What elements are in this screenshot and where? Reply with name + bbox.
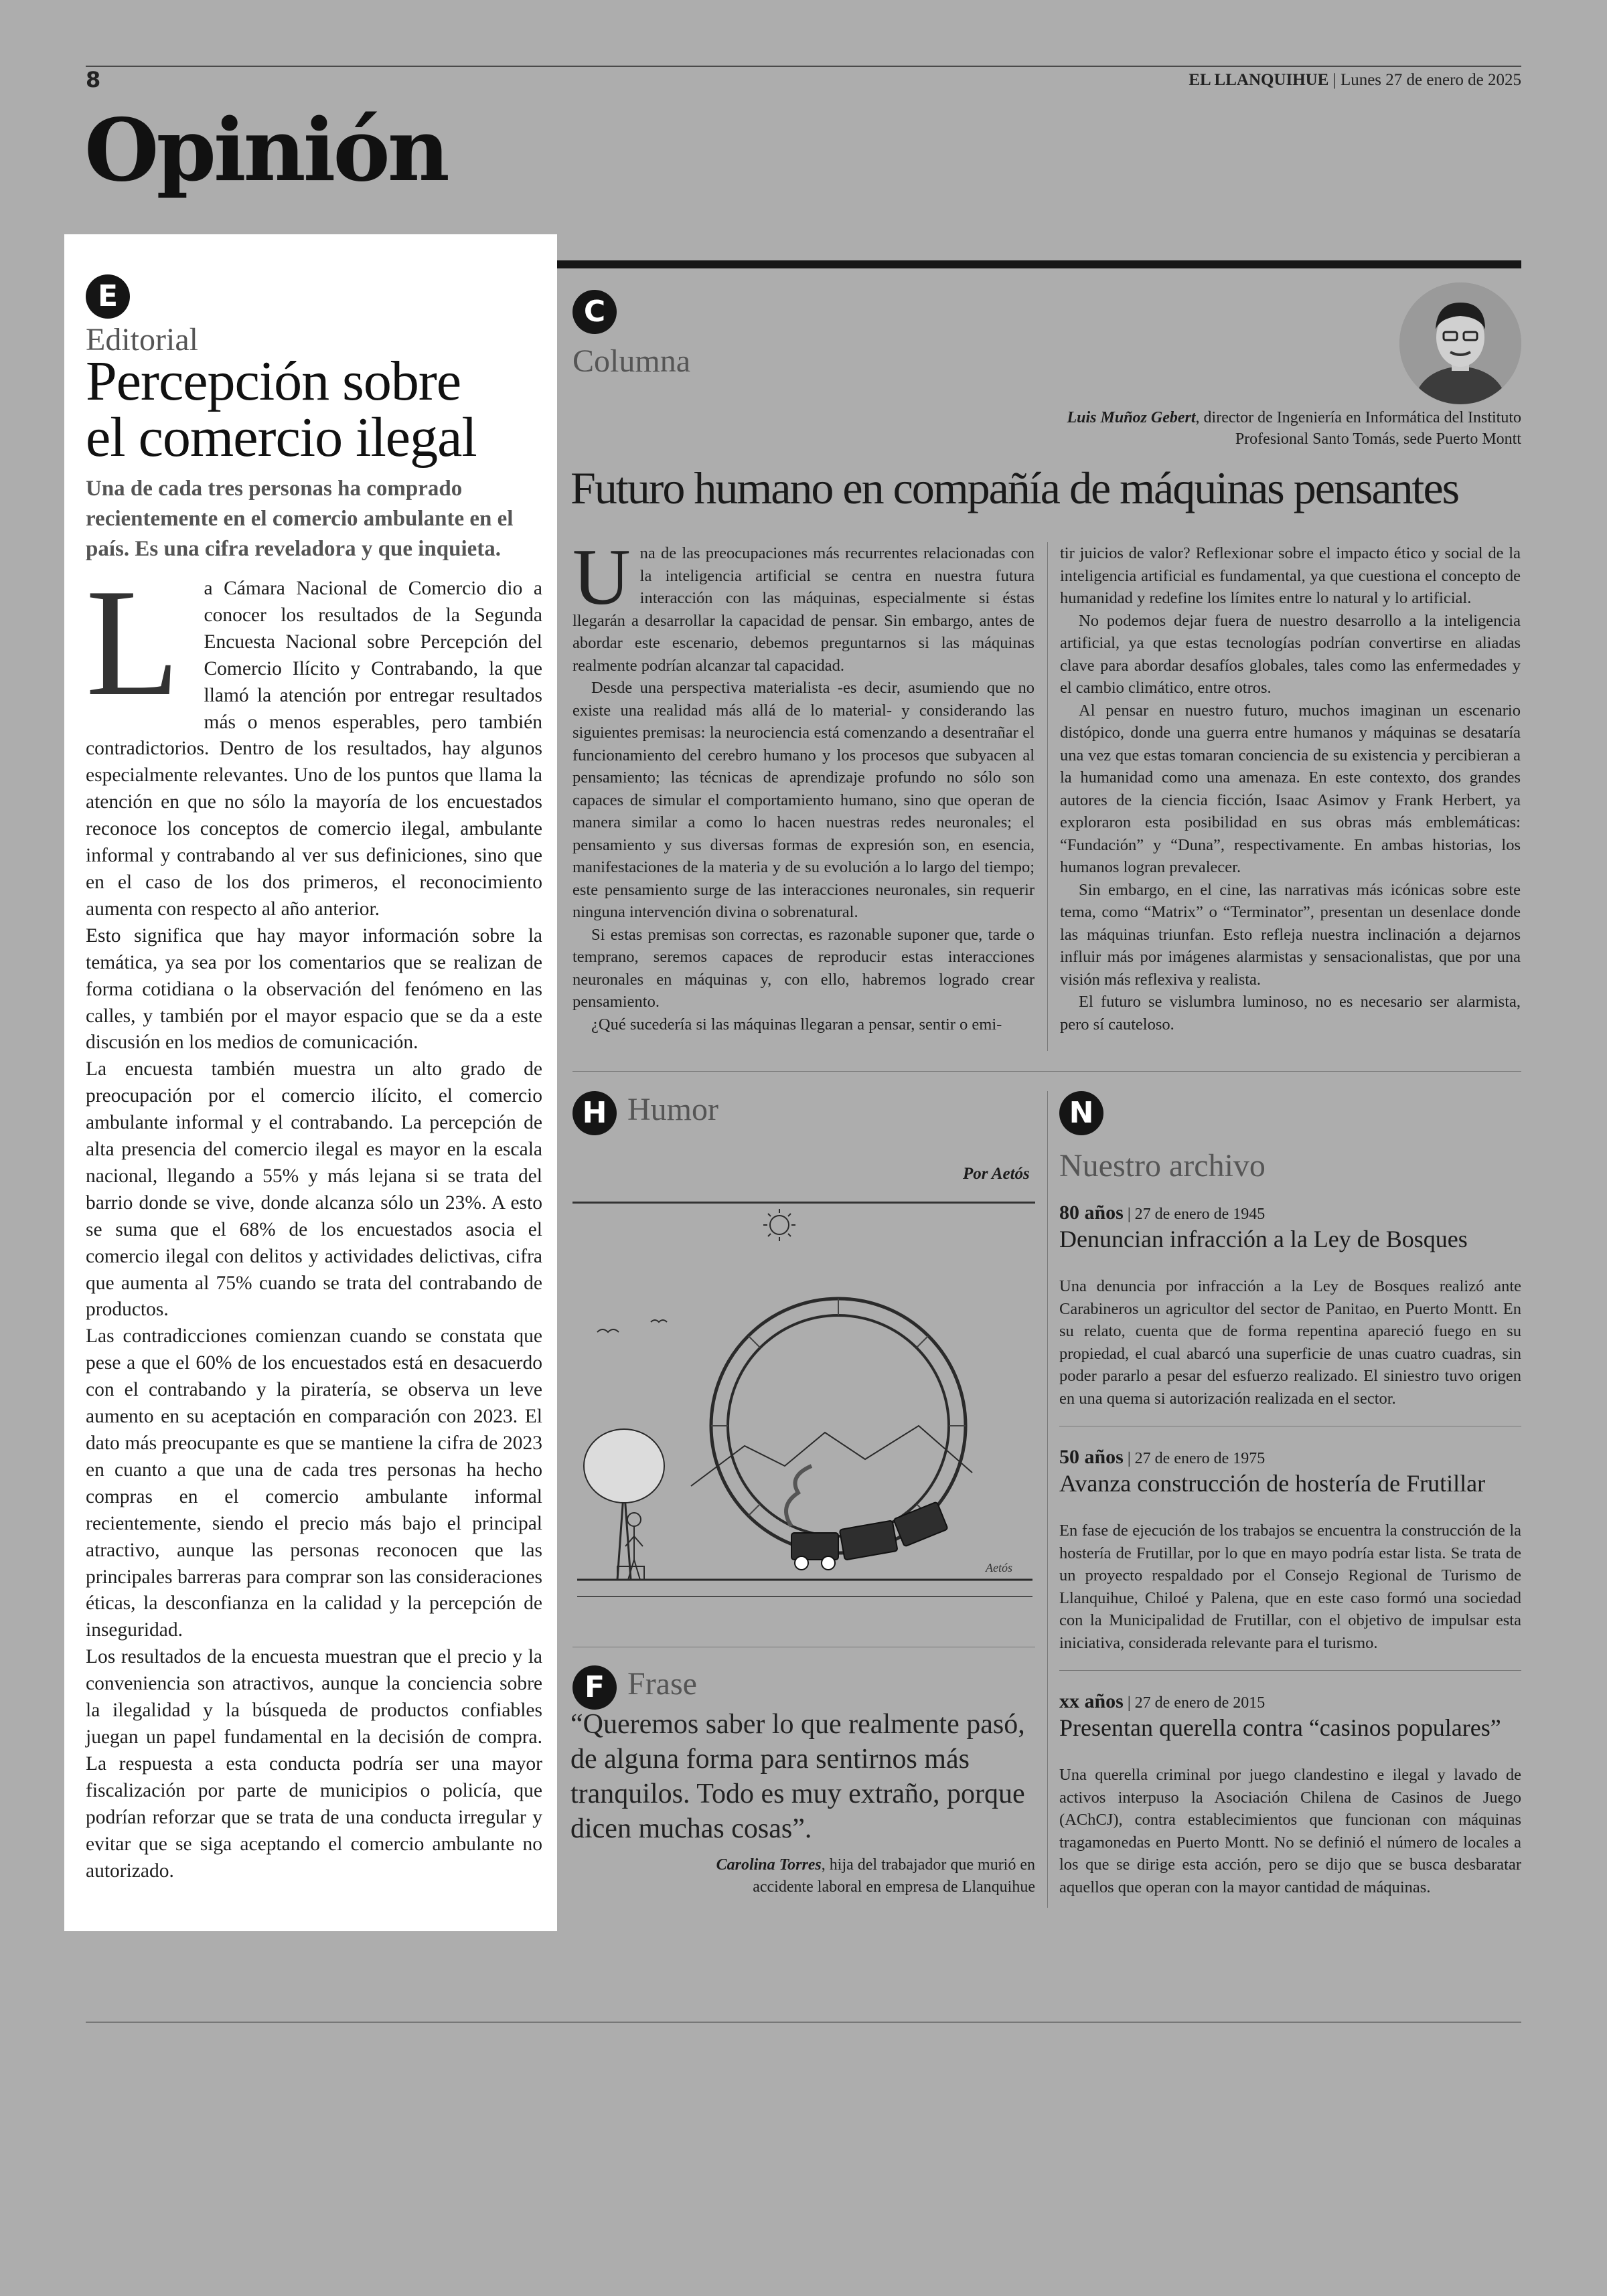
archive-item-date-text: 27 de enero de 1945 bbox=[1134, 1206, 1266, 1223]
editorial-label: Editorial bbox=[86, 322, 198, 357]
column-label: Columna bbox=[572, 343, 690, 379]
columnist-photo bbox=[1399, 282, 1521, 404]
editorial-paragraph: Los resultados de la encuesta muestran que el precio y la conveniencia son atractivos, aunque la conciencia sobre la ilegalidad y la búsqueda de productos confiables juegan un papel fundamental en la decisión de compra. La respuesta a esta conducta podría ser una mayor fiscalización por parte de municipios o policía, que podrían reforzar que se trata de una conducta irregular y evitar que se siga aceptando el comercio ambulante no autorizado. bbox=[86, 1646, 542, 1882]
editorial-headline-line2: el comercio ilegal bbox=[86, 406, 477, 469]
editorial-body bbox=[86, 557, 542, 1884]
page-number: 8 bbox=[86, 67, 101, 92]
frase-author-name: Carolina Torres bbox=[716, 1856, 822, 1874]
archive-item-date: xx años | 27 de enero de 2015 bbox=[1059, 1690, 1266, 1712]
humor-rule bbox=[572, 1202, 1035, 1204]
archive-badge: N bbox=[1059, 1091, 1103, 1135]
column-paragraph: Si estas premisas son correctas, es razonable suponer que, tarde o temprano, seremos capaces de reproducir estas interacciones neuronales en máquinas y, con ello, habremos logrado crear pensamiento. bbox=[572, 925, 1035, 1011]
humor-badge: H bbox=[572, 1091, 617, 1135]
archive-divider bbox=[1047, 1091, 1048, 1908]
archive-item-years: 50 años bbox=[1059, 1446, 1124, 1468]
editorial-dropcap: L bbox=[86, 557, 180, 728]
archive-item-headline: Avanza construcción de hostería de Frutillar bbox=[1059, 1470, 1486, 1497]
archive-item-rule bbox=[1059, 1670, 1521, 1671]
humor-label: Humor bbox=[627, 1092, 718, 1127]
archive-item-years: 80 años bbox=[1059, 1202, 1124, 1224]
masthead: EL LLANQUIHUE | Lunes 27 de enero de 2025 bbox=[1189, 71, 1521, 89]
column-paragraph: No podemos dejar fuera de nuestro desarrollo a la inteligencia artificial, ya que estas tecnologías podrían convertirse en aliadas clave para abordar desafíos globales, tales como las enfermedades y el cambio climático, entre otros. bbox=[1060, 611, 1521, 697]
column-divider bbox=[1047, 542, 1048, 1051]
footer-rule bbox=[86, 2022, 1521, 2023]
frase-attribution bbox=[670, 1854, 1035, 1898]
editorial-paragraph: Esto significa que hay mayor información sobre la temática, ya sea por los comentarios que se realizan de forma cotidiana o la observación del fenómeno en las calles, y también por el mayor espacio que se da a este discusión en los medios de comunicación. bbox=[86, 924, 542, 1054]
column-paragraph-text: na de las preocupaciones más recurrentes relacionadas con la inteligencia artificial se centra en nuestra futura interacción con las máquinas, especialmente si éstas llegarán a desarrollar la capacidad de pensar. Sin embargo, antes de abordar este escenario, debemos preguntarnos si las máquinas realmente podrían alcanzar tal capacidad. bbox=[572, 544, 1035, 675]
cartoon-signature: Aetós bbox=[986, 1561, 1012, 1574]
editorial-badge: E bbox=[86, 274, 130, 319]
archive-item-date: 50 años | 27 de enero de 1975 bbox=[1059, 1446, 1266, 1468]
editorial-paragraph-text: a Cámara Nacional de Comercio dio a conocer los resultados de la Segunda Encuesta Nacional sobre Percepción del Comercio Ilícito y Contrabando, la que llamó la atención por entregar resultados más o menos esperables, pero también contradictorios. Dentro de los resultados, hay algunos especialmente relevantes. Uno de los puntos que llama la atención en que no sólo la mayoría de los encuestados reconoce los conceptos de comercio ilegal, ambulante informal y contrabando al ver sus definiciones, sino que en el caso de los dos primeros, el reconocimiento aumenta con respecto al año anterior. bbox=[86, 578, 542, 920]
column-author-role: , director de Ingeniería en Informática del Instituto Profesional Santo Tomás, sede Puerto Montt bbox=[1195, 409, 1521, 448]
publication-date: Lunes 27 de enero de 2025 bbox=[1340, 71, 1521, 89]
column-paragraph: Al pensar en nuestro futuro, muchos imaginan un escenario distópico, donde una guerra entre humanos y máquinas se desataría una vez que estas tomaran conciencia de su existencia y percibieran a la humanidad como una amenaza. En este contexto, dos grandes autores de la ciencia ficción, Isaac Asimov y Frank Herbert, ya exploraron esta posibilidad en sus obras más emblemáticas: “Fundación” y “Duna”, respectivamente. En ambas historias, los humanos logran prevalecer. bbox=[1060, 701, 1521, 876]
archive-item-body: Una querella criminal por juego clandestino e ilegal y lavado de activos interpuso la Asociación Chilena de Casinos de Juego (AChCJ), contra establecimientos que funcionan con máquinas tragamonedas en Puerto Montt. No se definió el número de locales a los que se dirige esta acción, pero se dijo que se busca desbaratar aquellos que operan con la mayor cantidad de máquinas. bbox=[1059, 1766, 1521, 1896]
editorial-headline bbox=[86, 350, 554, 469]
archive-item-date-text: 27 de enero de 1975 bbox=[1134, 1450, 1266, 1467]
archive-item-body: Una denuncia por infracción a la Ley de Bosques realizó ante Carabineros un agricultor del sector de Panitao, en Puerto Montt. En su relato, cuenta que de forma repentina apareció fuego en su propiedad, el cual abarcó una superficie de unas cuatro cuadras, sin poder pararlo a pesar del esfuerzo realizado. El siniestro tuvo origen en una quema si autorización realizada en el sector. bbox=[1059, 1277, 1521, 1408]
top-rule bbox=[86, 66, 1521, 67]
cartoon-illustration bbox=[570, 1205, 1035, 1607]
frase-label: Frase bbox=[627, 1666, 697, 1702]
frase-author-role: , hija del trabajador que murió en accidente laboral en empresa de Llanquihue bbox=[753, 1856, 1035, 1896]
column-paragraph: ¿Qué sucedería si las máquinas llegaran a pensar, sentir o emi- bbox=[591, 1015, 1002, 1034]
archive-item-years: xx años bbox=[1059, 1690, 1124, 1712]
column-paragraph: Desde una perspectiva materialista -es decir, asumiendo que no existe una realidad más allá de lo material- y considerando las siguientes premisas: la neurociencia está comenzando a desentrañar el funcionamiento del cerebro humano y los procesos que subyacen al pensamiento; las técnicas de aprendizaje profundo no sólo son capaces de simular el comportamiento humano, sino que operan de manera similar a como lo hacen nuestras redes neuronales; el pensamiento y sus diversas formas de expresión son, en esencia, manifestaciones de la materia y de su evolución a lo largo del tiempo; este pensamiento surge de las interacciones neuronales, sin requerir ninguna intervención divina o sobrenatural. bbox=[572, 679, 1035, 921]
archive-item-body: En fase de ejecución de los trabajos se encuentra la construcción de la hostería de Frutillar, por lo que en mayo podría estar lista. Se trata de un proyecto respaldado por el Consejo Regional de Turismo de Llanquihue, Chiloé y Palena, que en este caso formó una sociedad con la Municipalidad de Frutillar, con el objetivo de impulsar esta iniciativa, considerada relevante para el turismo. bbox=[1059, 1522, 1521, 1652]
editorial-lead: Una de cada tres personas ha comprado recientemente en el comercio ambulante en el país. Es una cifra reveladora y que inquieta. bbox=[86, 477, 514, 561]
frase-badge: F bbox=[572, 1665, 617, 1710]
editorial-paragraph: Las contradicciones comienzan cuando se constata que pese a que el 60% de los encuestados está en desacuerdo con el contrabando y la piratería, se observa un leve aumento en su aceptación en comparación con 2023. El dato más preocupante es que se mantiene la cifra de 2023 en cuanto a que una de cada tres personas ha hecho compras en el comercio ambulante informal recientemente, siendo el precio más bajo el principal atractivo, aunque las personas reconocen que las principales barreras para comprar son las consideraciones éticas, la desconfianza en la calidad y la percepción de inseguridad. bbox=[86, 1325, 542, 1641]
publication-name: EL LLANQUIHUE bbox=[1189, 71, 1329, 89]
editorial-paragraph bbox=[86, 557, 542, 923]
column-text-col1 bbox=[572, 532, 1035, 1036]
section-title: Opinión bbox=[84, 100, 447, 201]
editorial-headline-line1: Percepción sobre bbox=[86, 350, 461, 412]
column-paragraph: Sin embargo, en el cine, las narrativas más icónicas sobre este tema, como “Matrix” o “Terminator”, presentan un desenlace donde las máquinas triunfan. Esto refleja nuestra inclinación a dejarnos influir más por imágenes alarmistas y sensacionalistas, que por una visión más reflexiva y realista. bbox=[1060, 880, 1521, 989]
column-author-name: Luis Muñoz Gebert bbox=[1067, 409, 1196, 426]
column-headline: Futuro humano en compañía de máquinas pensantes bbox=[570, 463, 1459, 513]
column-dropcap: U bbox=[572, 532, 631, 621]
archive-item-date-text: 27 de enero de 2015 bbox=[1134, 1694, 1266, 1712]
archive-label: Nuestro archivo bbox=[1059, 1148, 1266, 1183]
archive-item-headline: Denuncian infracción a la Ley de Bosques bbox=[1059, 1226, 1468, 1252]
section-thick-rule bbox=[557, 260, 1521, 268]
column-paragraph: tir juicios de valor? Reflexionar sobre el impacto ético y social de la inteligencia artificial es fundamental, ya que cuestiona el concepto de humanidad y redefine los límites entre lo natural y lo artificial. bbox=[1060, 544, 1521, 607]
frase-quote: “Queremos saber lo que realmente pasó, de alguna forma para sentirnos más tranquilos. Todo es muy extraño, porque dicen muchas cosas”. bbox=[570, 1709, 1025, 1844]
humor-credit: Por Aetós bbox=[963, 1165, 1030, 1183]
archive-item-date: 80 años | 27 de enero de 1945 bbox=[1059, 1202, 1266, 1224]
column-text-col2 bbox=[1060, 542, 1521, 1036]
editorial-paragraph: La encuesta también muestra un alto grado de preocupación por el comercio ilícito, el comercio ambulante informal y el contrabando. La percepción de alta presencia del comercio ilegal es mayor en la escala nacional, llegando a 55% y más lejana si se trata del barrio donde se vive, donde alcanza sólo un 23%. A esto se suma que el 68% de los encuestados asocia el comercio ilegal con delitos y actividades delictivas, cifra que aumenta al 75% cuando se trata del contrabando de productos. bbox=[86, 1058, 542, 1321]
column-paragraph: El futuro se vislumbra luminoso, no es necesario ser alarmista, pero sí cauteloso. bbox=[1060, 993, 1521, 1034]
column-author bbox=[1053, 407, 1521, 450]
column-badge: C bbox=[572, 290, 617, 334]
column-bottom-rule bbox=[572, 1071, 1521, 1072]
archive-item-headline: Presentan querella contra “casinos populares” bbox=[1059, 1714, 1501, 1741]
column-paragraph bbox=[572, 532, 1035, 677]
